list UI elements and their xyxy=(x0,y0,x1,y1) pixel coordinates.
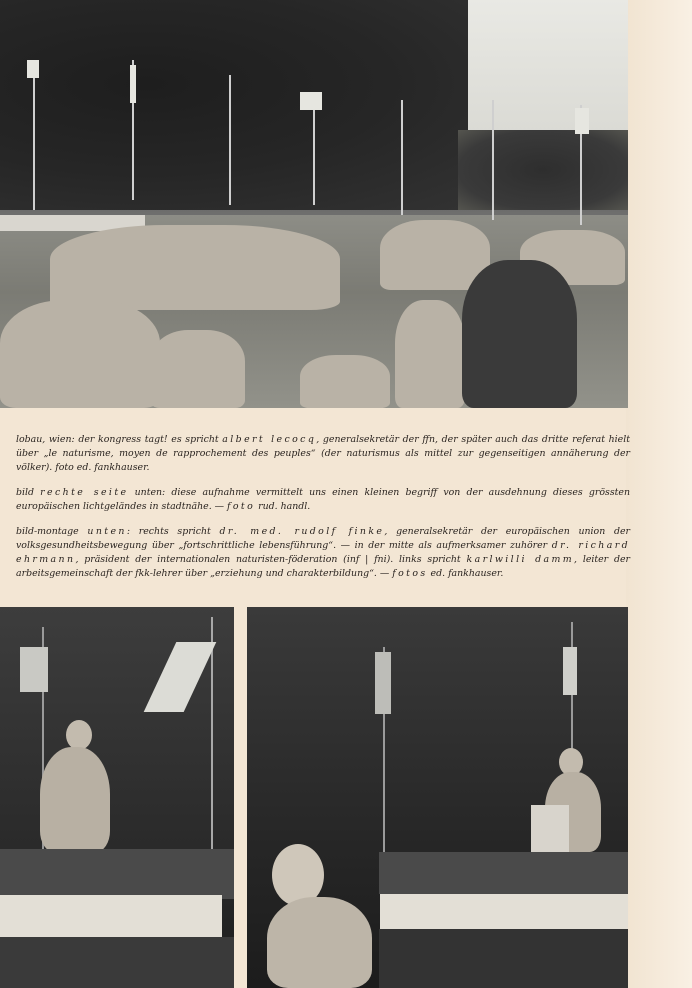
caption-paragraph-2: bild rechte seite unten: diese aufnahme vermittelt uns einen kleinen begriff von der ausdehnung dieses grössten europäischen lichtgeländes in stadtnähe. — foto rud. handl. xyxy=(16,487,630,512)
seated-audience xyxy=(50,225,340,310)
foreground-person xyxy=(395,300,465,408)
flagpole xyxy=(492,100,494,220)
rostrum-base xyxy=(379,929,628,988)
flagpole xyxy=(229,75,231,205)
rostrum-cloth xyxy=(379,852,628,894)
foreground-people xyxy=(0,300,160,408)
flag xyxy=(375,652,391,714)
listener-figure xyxy=(267,897,372,988)
trees-right xyxy=(458,130,628,210)
foreground-person xyxy=(300,355,390,408)
flag xyxy=(575,108,589,134)
flag xyxy=(130,65,136,103)
speaker-head xyxy=(66,720,92,750)
flagpole xyxy=(33,60,35,210)
caption-paragraph-1: lobau, wien: der kongress tagt! es spricht albert lecocq, generalsekretär der ffn, der später auch das dritte referat hielt über „le naturisme, moyen de rapprochement des peuples“ (der naturismus als mittel zur gegenseitigen annäherung der völker). foto ed. fankhauser. xyxy=(16,434,630,473)
rostrum-banner xyxy=(0,895,222,937)
speaker-photo-left xyxy=(0,607,234,988)
caption-block xyxy=(16,433,630,592)
flag xyxy=(300,92,322,110)
flag xyxy=(144,642,217,712)
rostrum-banner xyxy=(380,894,628,929)
speaker-name: albert lecocq xyxy=(222,434,317,445)
flagpole xyxy=(211,617,213,877)
flag xyxy=(20,647,48,692)
flag xyxy=(27,60,39,78)
rostrum-base xyxy=(0,937,234,988)
flagpole xyxy=(313,95,315,205)
speaker-figure xyxy=(40,747,110,852)
foreground-person xyxy=(150,330,245,408)
trees-background xyxy=(0,0,490,210)
caption-paragraph-3: bild-montage unten: rechts spricht dr. med. rudolf finke, generalsekretär der europäischen union der volksgesundheitsbewegung über „fortschrittliche lebensführung“. — in der mitte als aufmerksamer zuhörer dr. richard ehrmann, präsident der internationalen naturisten-föderation (inf | fni). links spricht karlwilli damm, leiter der arbeitsgemeinschaft der fkk-lehrer über „erziehung und charakterbildung“. — fotos ed. fankhauser. xyxy=(16,526,631,579)
flag xyxy=(563,647,577,695)
congress-photo xyxy=(0,0,628,408)
page-margin xyxy=(626,0,692,988)
rostrum-cloth xyxy=(0,849,234,899)
foreground-person xyxy=(462,260,577,408)
flagpole xyxy=(401,100,403,215)
speaker-photo-right xyxy=(247,607,628,988)
